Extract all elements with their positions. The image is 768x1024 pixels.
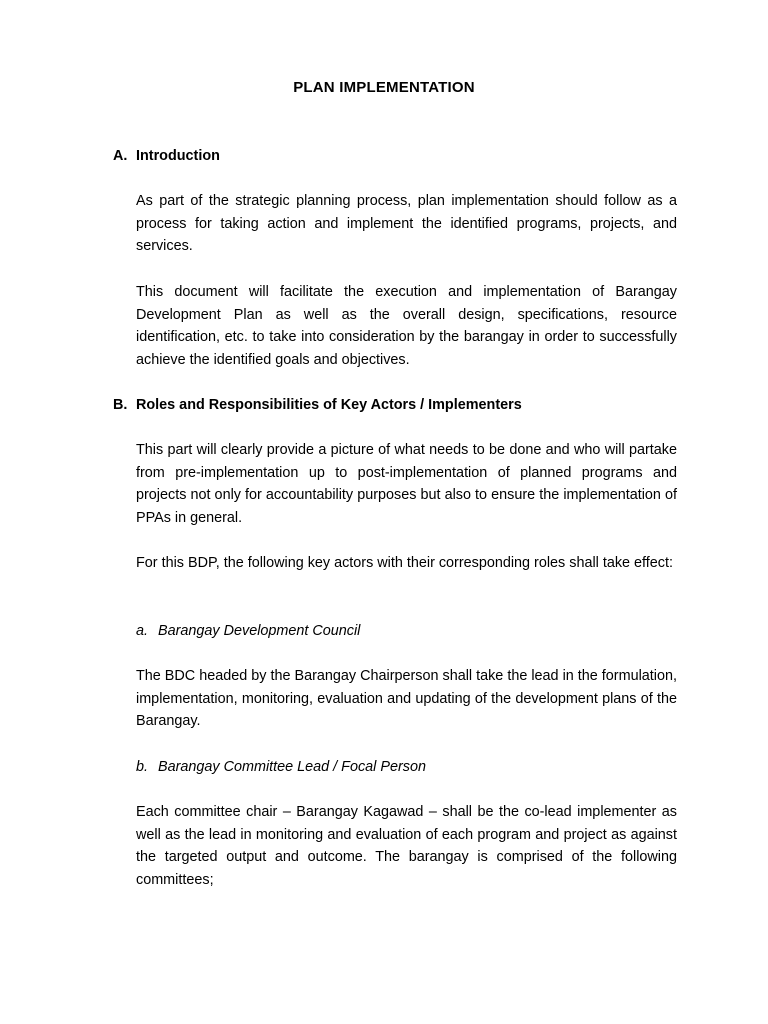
intro-paragraph-2: This document will facilitate the execution and implementation of Barangay Development Plan as well as the overall design, specifications, resource identification, etc. to take into consideration by the barangay in order to successfully achieve the identified goals and objectives. (136, 284, 677, 368)
committee-paragraph: Each committee chair – Barangay Kagawad – shall be the co-lead implementer as well as the lead in monitoring and evaluation of each program and project as against the targeted output and outcome. The barangay is comprised of the following committees; (136, 804, 677, 888)
roles-paragraph-1: This part will clearly provide a picture of what needs to be done and who will partake from pre-implementation up to post-implementation of planned programs and projects not only for accountability purposes but also to ensure the implementation of PPAs in general. (136, 442, 677, 526)
section-a-heading (113, 148, 220, 164)
section-b-letter: B. (113, 397, 128, 413)
section-a-title: Introduction (136, 148, 220, 164)
bdc-paragraph: The BDC headed by the Barangay Chairperson shall take the lead in the formulation, implementation, monitoring, evaluation and updating of the development plans of the Barangay. (136, 668, 677, 730)
document-title: PLAN IMPLEMENTATION (293, 79, 475, 96)
section-b-heading (113, 397, 522, 413)
section-a-letter: A. (113, 148, 128, 164)
subsection-a-letter: a. (136, 623, 149, 639)
subsection-b-heading (136, 759, 426, 775)
subsection-a-title: Barangay Development Council (158, 623, 361, 639)
roles-paragraph-2: For this BDP, the following key actors with their corresponding roles shall take effect: (136, 555, 673, 571)
intro-paragraph-1: As part of the strategic planning process, plan implementation should follow as a process for taking action and implement the identified programs, projects, and services. (136, 193, 677, 255)
section-b-title: Roles and Responsibilities of Key Actors / Implementers (136, 397, 522, 413)
subsection-a-heading (136, 623, 360, 639)
subsection-b-title: Barangay Committee Lead / Focal Person (158, 759, 426, 775)
subsection-b-letter: b. (136, 759, 149, 775)
